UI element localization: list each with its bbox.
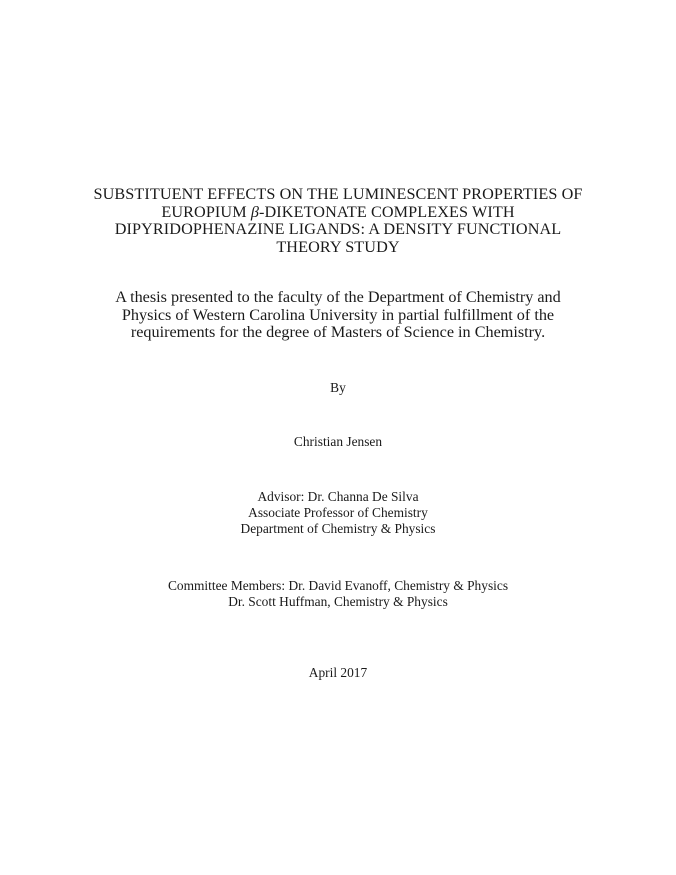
advisor-line-2: Associate Professor of Chemistry [248, 505, 428, 520]
thesis-statement [0, 289, 676, 342]
title-line-1: SUBSTITUENT EFFECTS ON THE LUMINESCENT PROPERTIES OF [93, 185, 583, 203]
title-line-2 [0, 204, 676, 222]
author-name [0, 434, 676, 450]
committee-line-1: Committee Members: Dr. David Evanoff, Chemistry & Physics [167, 578, 509, 593]
title-line-2-pre: EUROPIUM [161, 202, 251, 221]
advisor-line-3: Department of Chemistry & Physics [240, 521, 436, 536]
committee-line-2: Dr. Scott Huffman, Chemistry & Physics [228, 594, 448, 609]
title-line-3: DIPYRIDOPHENAZINE LIGANDS: A DENSITY FUNCTIONAL [114, 220, 562, 238]
advisor-line-1: Advisor: Dr. Channa De Silva [257, 489, 419, 504]
beta-symbol: β [250, 202, 260, 221]
statement-line-1: A thesis presented to the faculty of the Department of Chemistry and [115, 288, 561, 306]
submission-date [0, 665, 676, 681]
by-label [0, 380, 676, 396]
date-text: April 2017 [308, 665, 368, 680]
title-line-2-post: -DIKETONATE COMPLEXES WITH [259, 202, 515, 221]
statement-line-2: Physics of Western Carolina University in partial fulfillment of the [121, 305, 555, 324]
thesis-title [0, 186, 676, 256]
title-line-4: THEORY STUDY [276, 237, 400, 256]
statement-line-3: requirements for the degree of Masters of Science in Chemistry. [130, 323, 546, 341]
author-text: Christian Jensen [293, 434, 383, 449]
by-text: By [330, 380, 346, 395]
committee-members [0, 578, 676, 610]
advisor-info [0, 489, 676, 537]
